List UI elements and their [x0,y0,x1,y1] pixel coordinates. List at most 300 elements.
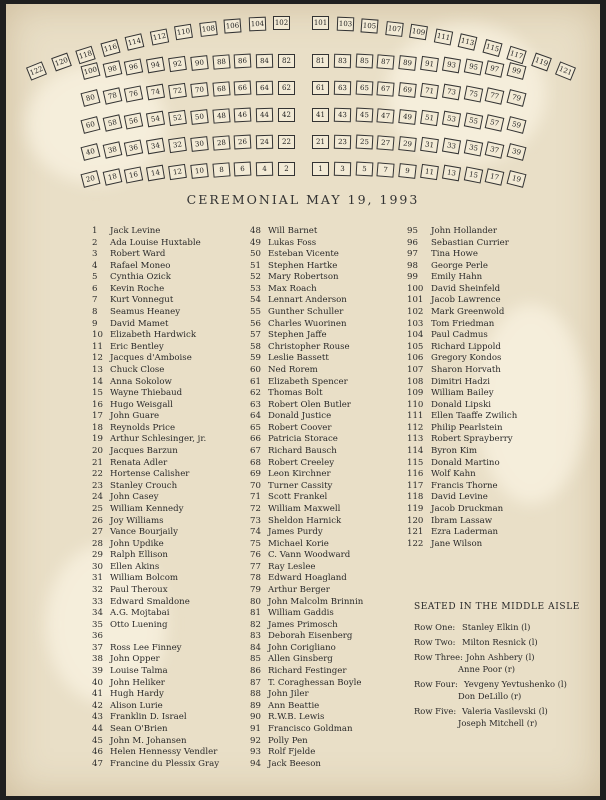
aisle-row-label: Row Five: [414,706,457,716]
seat: 4 [256,162,273,176]
seat-number: 106 [407,353,424,364]
seat-number: 109 [407,388,424,399]
seat-number: 45 [92,735,103,746]
seat-number: 98 [407,260,418,271]
attendee-entry [250,550,350,561]
seat-number: 74 [250,527,261,538]
attendee-name: Ann Beattie [268,700,320,711]
seat: 78 [102,87,122,104]
seat-number: 46 [92,747,103,758]
attendee-name: Ellen Akins [110,561,160,572]
seat: 28 [212,135,230,150]
seat-number: 51 [250,260,261,271]
attendee-name: Tom Friedman [431,318,495,329]
seat-number: 59 [250,353,261,364]
seat: 63 [334,81,351,95]
attendee-name: Kurt Vonnegut [110,295,174,306]
attendee-entry [92,284,164,295]
attendee-name: John Corigliano [268,642,336,653]
seat-number: 29 [92,550,103,561]
attendee-entry [250,469,331,480]
seat-number: 23 [92,480,103,491]
seat-number: 13 [92,364,103,375]
seat-number: 24 [92,492,103,503]
attendee-entry [92,319,168,330]
seat-number: 84 [250,642,261,653]
seat-number: 63 [250,399,261,410]
seat-number: 105 [407,341,424,352]
attendee-entry [250,446,337,457]
attendee-entry [407,295,501,306]
attendee-name: Jacob Lawrence [431,295,501,306]
attendee-entry [250,226,317,237]
attendee-entry [407,365,501,376]
attendee-entry [407,516,492,527]
attendee-name: William Maxwell [268,503,341,514]
attendee-name: Scott Frankel [268,492,328,503]
seat-number: 25 [92,503,103,514]
seat-number: 117 [407,480,424,491]
seat-number: 16 [92,399,103,410]
attendee-name: Vance Bourjaily [110,527,178,538]
attendee-entry [407,388,494,399]
seat: 47 [377,108,395,123]
attendee-name: Francisco Goldman [268,723,353,734]
seat: 9 [398,163,416,179]
attendee-name: Donald Justice [268,411,332,422]
seat: 113 [458,33,478,51]
seat: 45 [355,108,373,123]
attendee-name: Joy Williams [110,515,164,526]
seat-number: 66 [250,434,261,445]
attendee-name: Robert Creeley [268,457,335,468]
attendee-entry [92,411,159,422]
seat-number: 87 [250,677,261,688]
seat-number: 72 [250,503,261,514]
seat: 41 [312,108,329,122]
seat-number: 10 [92,330,103,341]
attendee-name: Ezra Laderman [431,527,499,538]
attendee-name: Ray Leslee [268,561,316,572]
attendee-entry [407,411,517,422]
seat-number: 11 [92,341,103,352]
seat-number: 67 [250,446,261,457]
seat: 69 [398,82,416,98]
seat: 32 [168,137,187,153]
seat: 121 [555,61,576,80]
seat: 42 [278,108,295,122]
seat-number: 121 [407,527,424,538]
seat-number: 88 [250,689,261,700]
attendee-name: James Primosch [268,619,338,630]
seat: 19 [507,170,527,188]
attendee-entry [92,330,196,341]
attendee-name: Sebastian Currier [431,237,509,248]
seat: 96 [124,58,143,75]
seat: 48 [212,108,230,123]
seat-number: 17 [92,411,103,422]
seat-number: 64 [250,411,261,422]
attendee-entry [407,307,504,318]
seat-number: 5 [92,272,98,283]
seat: 5 [355,162,373,177]
attendee-entry [92,469,189,480]
seat-number: 22 [92,469,103,480]
attendee-name: Chuck Close [110,364,165,375]
seat: 25 [355,135,373,150]
attendee-entry [92,481,177,492]
seat-number: 58 [250,341,261,352]
seat: 20 [80,170,100,188]
attendee-name: Jacques Barzun [110,446,178,457]
seat: 26 [234,135,252,150]
seat: 109 [409,24,428,40]
attendee-name: Kevin Roche [110,283,165,294]
aisle-attendee-name: John Ashbery (l) [466,652,535,662]
seat-number: 43 [92,712,103,723]
attendee-entry [250,666,346,677]
seat-number: 55 [250,307,261,318]
attendee-entry [92,458,167,469]
attendee-name: Richard Lippold [431,341,501,352]
attendee-name: William Gaddis [268,608,334,619]
seat: 24 [256,135,273,149]
seat-number: 52 [250,272,261,283]
attendee-name: Byron Kim [431,446,478,457]
attendee-entry [407,446,477,457]
seat: 102 [273,16,290,30]
attendee-entry [407,226,497,237]
seat: 21 [312,135,329,149]
attendee-name: John Malcolm Brinnin [268,596,364,607]
seat: 77 [485,87,505,104]
attendee-name: Donald Martino [431,457,500,468]
attendee-entry [407,458,500,469]
seat: 100 [80,62,100,80]
seat-number: 62 [250,388,261,399]
seat-number: 65 [250,422,261,433]
seat: 84 [256,54,273,68]
attendee-entry [92,724,168,735]
seat: 91 [420,56,439,72]
attendee-name: C. Vann Woodward [268,550,351,561]
attendee-entry [92,272,171,283]
seat: 101 [312,16,329,30]
attendee-name: R.W.B. Lewis [268,712,325,723]
seat-number: 102 [407,307,424,318]
seat: 87 [377,54,395,69]
seat: 7 [377,162,395,177]
attendee-entry [407,342,501,353]
seat-number: 95 [407,226,418,236]
seat: 17 [485,168,505,185]
seat: 85 [355,54,373,69]
seat: 80 [80,89,100,107]
attendee-name: Ned Rorem [268,364,318,375]
seat-number: 54 [250,295,261,306]
seat-number: 110 [407,399,424,410]
seat: 57 [485,114,505,131]
seat: 92 [168,56,187,72]
attendee-entry [250,527,323,538]
seat: 79 [507,89,527,107]
attendee-entry [250,620,338,631]
attendee-name: Wayne Thiebaud [110,388,183,399]
seat: 30 [190,136,208,152]
attendee-name: Leon Kirchner [268,469,331,480]
attendee-entry [92,307,180,318]
attendee-name: George Perle [431,260,488,271]
attendee-name: Ross Lee Finney [110,642,182,653]
attendee-entry [250,712,324,723]
seat: 115 [482,39,502,57]
attendee-entry [250,458,334,469]
seat-number: 9 [92,318,98,329]
seat-number: 114 [407,446,424,457]
attendee-entry [92,689,164,700]
seat: 74 [146,84,165,101]
attendee-entry [92,597,190,608]
attendee-name: Gunther Schuller [268,307,344,318]
seat-number: 35 [92,619,103,630]
seat-number: 40 [92,677,103,688]
aisle-attendee-name: Stanley Elkin (l) [462,622,531,632]
seat-number: 27 [92,527,103,538]
attendee-entry [407,330,488,341]
seat-number: 116 [407,469,424,480]
seat-number: 42 [92,700,103,711]
attendee-entry [92,747,217,758]
aisle-attendee-name: Yevgeny Yevtushenko (l) [464,679,567,689]
seat-number: 113 [407,434,424,445]
seat: 83 [334,54,351,68]
attendee-name: Robert Ward [110,249,166,260]
attendee-name: Philip Pearlstein [431,422,503,433]
attendee-name: Robert Olen Butler [268,399,351,410]
seat-number: 41 [92,689,103,700]
attendee-entry [407,261,488,272]
attendee-entry [250,272,339,283]
seat-number: 91 [250,723,261,734]
attendee-entry [92,573,178,584]
seat-number: 36 [92,631,103,642]
attendee-entry [92,654,160,665]
attendee-name: David Levine [431,492,488,503]
attendee-name: John Heliker [110,677,165,688]
attendee-name: Franklin D. Israel [110,712,187,723]
seat: 55 [463,112,482,129]
attendee-entry [92,562,159,573]
attendee-name: David Sheinfeld [431,283,501,294]
seat: 62 [278,81,295,95]
attendee-name: Sharon Horvath [431,364,501,375]
attendee-name: Reynolds Price [110,422,176,433]
attendee-entry [92,434,206,445]
attendee-entry [250,724,353,735]
attendee-name: Anna Sokolow [110,376,172,387]
seat: 119 [531,53,552,72]
seat-number: 79 [250,584,261,595]
attendee-entry [250,654,333,665]
attendee-entry [92,423,175,434]
attendee-entry [92,666,168,677]
seat-number: 73 [250,515,261,526]
attendee-name: Hortense Calisher [110,469,190,480]
seat: 29 [398,136,416,152]
attendee-name: Jane Wilson [431,538,483,549]
seat-number: 118 [407,492,424,503]
seat: 65 [355,81,373,96]
seat: 86 [234,54,252,69]
attendee-entry [92,539,164,550]
seat: 27 [377,135,395,150]
seat-number: 82 [250,619,261,630]
attendee-name: Paul Theroux [110,584,168,595]
attendee-name: John Casey [110,492,159,503]
attendee-entry [250,377,348,388]
attendee-entry [250,249,339,260]
seat: 76 [124,85,143,102]
attendee-entry [92,249,165,260]
attendee-entry [92,585,168,596]
seat: 70 [190,82,208,98]
attendee-entry [92,550,168,561]
attendee-entry [250,747,315,758]
attendee-entry [250,295,347,306]
attendee-name: John Opper [110,654,160,665]
seat: 114 [125,33,145,51]
seat: 53 [442,111,461,128]
seat: 22 [278,135,295,149]
seat-number: 85 [250,654,261,665]
attendee-entry [92,446,178,457]
seat-number: 37 [92,642,103,653]
seat: 50 [190,109,208,125]
seat-number: 71 [250,492,261,503]
seat-number: 15 [92,388,103,399]
attendee-name: Cynthia Ozick [110,272,171,283]
attendee-name: Charles Wuorinen [268,318,347,329]
attendee-entry [250,597,363,608]
attendee-name: Turner Cassity [268,480,333,491]
attendee-name: Mark Greenwold [431,307,505,318]
attendee-name: Esteban Vicente [268,249,339,260]
seat: 66 [234,81,252,96]
attendee-name: Rafael Moneo [110,260,171,271]
seat: 3 [334,162,351,176]
attendee-name: Rolf Fjelde [268,747,316,758]
seat-number: 2 [92,237,98,248]
attendee-name: John Updike [110,538,164,549]
attendee-entry [250,319,347,330]
seat-number: 120 [407,515,424,526]
seat: 49 [398,109,416,125]
attendee-name: Michael Korie [268,538,329,549]
attendee-entry [92,527,178,538]
attendee-entry [92,643,182,654]
seat: 14 [146,165,165,182]
seat-number: 99 [407,272,418,283]
seat-number: 119 [407,503,424,514]
attendee-name: Wolf Kahn [431,469,476,480]
seat: 105 [360,18,378,33]
seat-number: 108 [407,376,424,387]
seat: 120 [51,53,72,72]
seat-number: 1 [92,226,98,236]
seat-number: 93 [250,747,261,758]
attendee-entry [250,516,341,527]
seat: 35 [463,139,482,156]
attendee-name: Will Barnet [268,226,318,236]
attendee-name: John Jiler [268,689,309,700]
aisle-attendee-name: Milton Resnick (l) [462,637,538,647]
seat-number: 115 [407,457,424,468]
attendee-entry [407,272,482,283]
seat-number: 107 [407,364,424,375]
attendee-entry [250,434,338,445]
seat-number: 21 [92,457,103,468]
seat: 118 [75,45,95,63]
attendee-entry [250,481,332,492]
seat-number: 47 [92,758,103,769]
attendee-name: Richard Festinger [268,666,347,677]
seat: 13 [442,165,461,182]
seat: 2 [278,162,295,176]
seat: 10 [190,163,208,179]
attendee-name: Alison Lurie [110,700,163,711]
attendee-entry [407,377,490,388]
attendee-name: Ellen Taaffe Zwilich [431,411,518,422]
seat: 72 [168,83,187,99]
attendee-name: John Hollander [431,226,497,236]
attendee-name: Hugh Hardy [110,689,164,700]
attendee-name: James Purdy [268,527,323,538]
seat: 56 [124,112,143,129]
attendee-name: Thomas Bolt [268,388,323,399]
attendee-name: Lukas Foss [268,237,317,248]
seat: 37 [485,141,505,158]
attendee-name: Stanley Crouch [110,480,178,491]
seat: 110 [174,24,193,40]
seat: 111 [433,28,452,45]
seat: 15 [463,166,482,183]
seat: 97 [485,60,505,77]
attendee-entry [250,388,323,399]
seat: 88 [212,54,230,69]
seat-number: 7 [92,295,98,306]
seat-number: 97 [407,249,418,260]
seat-number: 81 [250,608,261,619]
attendee-entry [250,608,334,619]
attendee-name: Donald Lipski [431,399,492,410]
seat-number: 101 [407,295,424,306]
seat: 117 [506,45,526,63]
attendee-entry [92,377,172,388]
seat-number: 57 [250,330,261,341]
attendee-entry [250,261,337,272]
seat-number: 28 [92,538,103,549]
attendee-name: Seamus Heaney [110,307,181,318]
attendee-name: Robert Sprayberry [431,434,513,445]
seat: 33 [442,138,461,155]
attendee-name: John Guare [110,411,160,422]
attendee-name: John M. Johansen [110,735,187,746]
attendee-name: Elizabeth Spencer [268,376,348,387]
attendee-name: Lennart Anderson [268,295,347,306]
attendee-entry [92,261,170,272]
attendee-name: Jack Levine [110,226,161,236]
seat-number: 4 [92,260,98,271]
